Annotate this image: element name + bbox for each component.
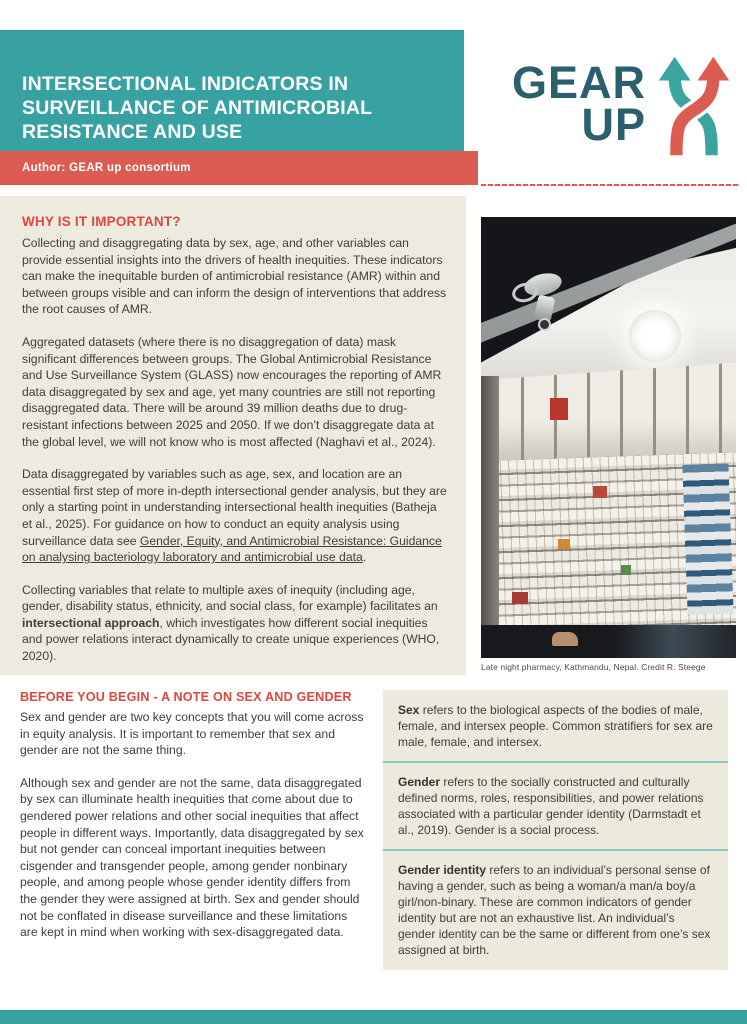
header-block [0, 30, 464, 151]
why-paragraph-2: Aggregated datasets (where there is no disaggregation of data) mask significant differences between groups. The Global Antimicrobial Resistance and Use Surveillance System (GLASS) now encourages the reporting of AMR data disaggregated by sex and age, yet many countries are still not reporting disaggregated data. There will be around 39 million deaths due to drug-resistant infections between 2025 and 2050. If we don’t disaggregate data at the global level, we will not know who is most affected (Naghavi et al., 2024). [22, 334, 442, 449]
definition-term: Gender identity [398, 863, 487, 877]
before-paragraph-2: Although sex and gender are not the same, data disaggregated by sex can illuminate health inequities that come about due to gendered power relations and other social inequities that affect people in different ways. Importantly, data disaggregated by sex but not gender can conceal important inequities between cisgender and transgender people, among gender nonbinary people, and among people whose gender identity differs from the gender they were assigned at birth. Sex and gender should not be conflated in disease surveillance and these limitations are kept in mind when working with sex-disaggregated data. [20, 775, 364, 940]
why-paragraph-4-text: Collecting variables that relate to multiple axes of inequity (including age, gender, disability status, ethnicity, and social class, for example) facilitates an [22, 582, 438, 614]
hand [552, 632, 578, 646]
before-heading: BEFORE YOU BEGIN - A NOTE ON SEX AND GENDER [20, 690, 352, 704]
logo-text [511, 57, 646, 150]
shelf-accent-orange [558, 539, 570, 549]
why-paragraph-4-end: , which investigates how different social inequities and power relations interact dynamically to create unique experiences (WHO, 2020). [22, 615, 440, 664]
definitions-box [383, 690, 728, 970]
logo-word-up: UP [581, 99, 646, 150]
author-label: Author: GEAR up consortium [22, 162, 191, 174]
intersectional-approach-term: intersectional approach [22, 615, 160, 630]
definition-text: refers to the biological aspects of the bodies of male, female, and intersex people. Common stratifiers for sex are male, female, and intersex. [398, 703, 713, 749]
crossing-arrows-icon [650, 56, 738, 156]
left-column-edge [481, 376, 499, 658]
shelf-accent-red [593, 486, 607, 498]
why-heading: WHY IS IT IMPORTANT? [22, 214, 181, 229]
page-title: INTERSECTIONAL INDICATORS IN SURVEILLANCE OF ANTIMICROBIAL RESISTANCE AND USE [22, 73, 372, 143]
definition-text: refers to the socially constructed and culturally defined norms, roles, responsibilities, and power relations associated with a particular gender identity (Darmstadt et al., 2019). Gender is a social process. [398, 775, 704, 837]
shelf-accent-red [550, 398, 568, 420]
why-section [0, 196, 466, 675]
author-bar [0, 151, 478, 185]
before-section [20, 690, 368, 957]
definition-term: Sex [398, 703, 420, 717]
photo-caption: Late night pharmacy, Kathmandu, Nepal. Credit R. Steege [481, 662, 706, 672]
shelf-accent-red [512, 592, 528, 604]
upper-cabinet [491, 363, 736, 469]
ceiling-light [629, 310, 681, 362]
divider [383, 761, 728, 763]
logo-word-gear: GEAR [511, 57, 646, 108]
shelf-accent-blue [682, 463, 733, 614]
why-paragraph-1: Collecting and disaggregating data by sex, age, and other variables can provide essential insights into the drivers of health inequities. These indicators can make the inequitable burden of antimicrobial resistance (AMR) within and between groups visible and can inform the design of interventions that address the root causes of AMR. [22, 236, 447, 317]
why-paragraph-3-text: Data disaggregated by variables such as age, sex, and location are an essential first step of more in-depth intersectional gender analysis, but they are only a starting point in understanding intersectional health inequities (Batheja et al., 2025). For guidance on how to conduct an equity analysis using surveillance data see [22, 467, 447, 548]
why-paragraph-3-end: . [362, 550, 367, 565]
shelf-accent-green [621, 565, 631, 575]
pharmacy-photo [481, 217, 736, 658]
definition-text: refers to an individual’s personal sense of having a gender, such as being a woman/a man/a boy/a girl/non-binary. These are common indicators of gender identity but are not an exhaustive list. An individual’s gender identity can be the same or different from one’s sex assigned at birth. [398, 863, 711, 957]
definition-gender [398, 774, 713, 838]
definition-gender-identity [398, 862, 713, 958]
before-paragraph-1: Sex and gender are two key concepts that you will come across in equity analysis. It is important to remember that sex and gender are not the same thing. [20, 710, 364, 758]
why-paragraph-3 [22, 466, 450, 566]
logo-underline [481, 184, 740, 186]
guidance-link[interactable]: Gender, Equity, and Antimicrobial Resistance: Guidance on analysing bacteriology laboratory and antimicrobial use data [22, 533, 442, 565]
divider [383, 849, 728, 851]
footer-bar [0, 1010, 747, 1024]
cctv-camera-lens [538, 318, 551, 331]
definition-sex [398, 702, 713, 750]
definition-term: Gender [398, 775, 441, 789]
why-paragraph-4 [22, 582, 450, 665]
gear-up-logo [492, 56, 738, 162]
counter-shadow [481, 625, 736, 658]
